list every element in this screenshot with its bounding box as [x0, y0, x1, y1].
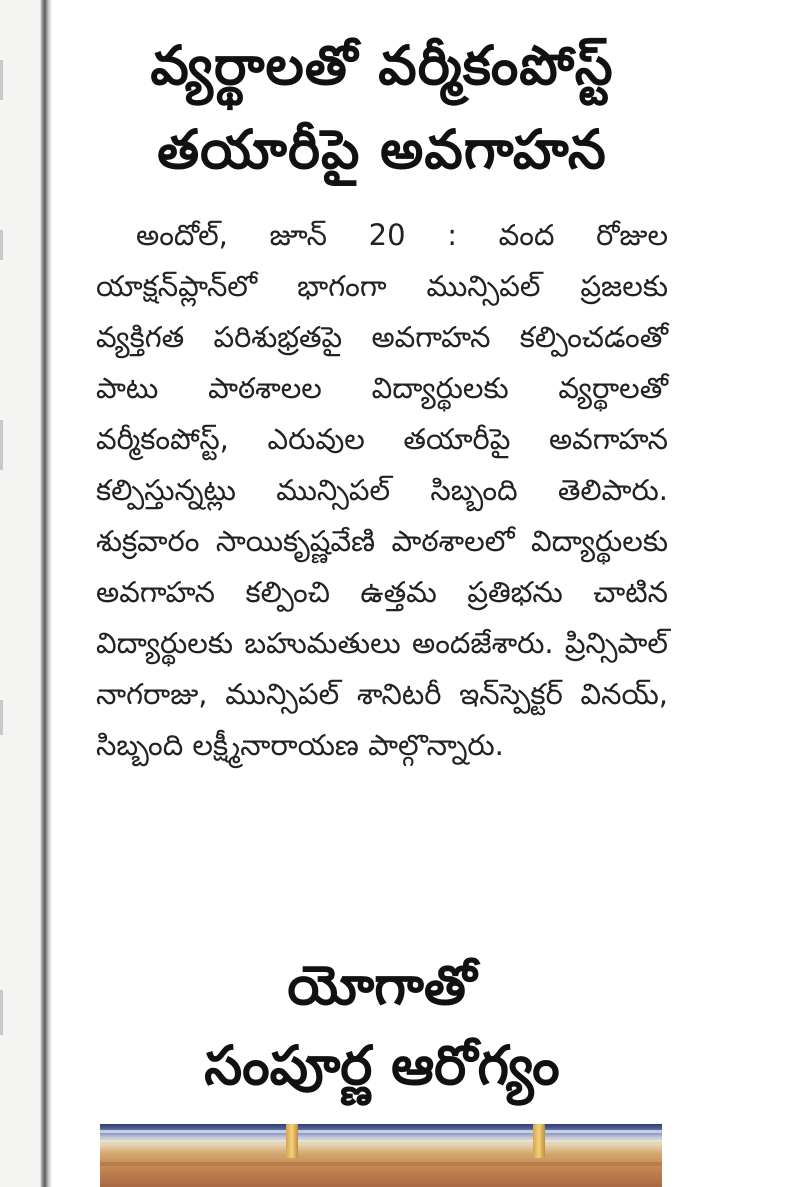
- next-headline-line-1: యోగాతో: [287, 954, 477, 1017]
- margin-mark: [0, 230, 3, 260]
- photo-stripe: [100, 1130, 662, 1133]
- photo-stripe: [100, 1140, 662, 1142]
- margin-mark: [0, 420, 3, 470]
- news-article: [96, 24, 668, 771]
- next-headline-line-2: సంపూర్ణ ఆరోగ్యం: [204, 1034, 560, 1097]
- margin-mark: [0, 60, 3, 100]
- article-body: అందోల్‌, జూన్‌ 20 : వంద రోజుల యాక్షన్‌ప్లాన్‌లో భాగంగా మున్సిపల్‌ ప్రజలకు వ్యక్తిగత పరిశుభ్రతపై అవగాహన కల్పించడంతో పాటు పాఠశాలల విద్యార్థులకు వ్యర్థాలతో వర్మీకంపోస్ట్‌, ఎరువుల తయారీపై అవగాహన కల్పిస్తున్నట్లు మున్సిపల్‌ సిబ్బంది తెలిపారు. శుక్రవారం సాయికృష్ణవేణి పాఠశాలలో విద్యార్థులకు అవగాహన కల్పించి ఉత్తమ ప్రతిభను చాటిన విద్యార్థులకు బహుమతులు అందజేశారు. ప్రిన్సిపాల్‌ నాగరాజు, మున్సిపల్‌ శానిటరీ ఇన్‌స్పెక్టర్‌ వినయ్‌, సిబ్బంది లక్ష్మీనారాయణ పాల్గొన్నారు.: [96, 218, 668, 762]
- margin-mark: [0, 700, 3, 735]
- photo-post: [286, 1124, 298, 1158]
- headline-line-2: తయారీపై అవగాహన: [157, 118, 607, 181]
- page-margin-rule: [0, 0, 52, 1187]
- photo-stripe: [100, 1162, 662, 1166]
- margin-mark: [0, 990, 3, 1035]
- headline-line-1: వ్యర్థాలతో వర్మీకంపోస్ట్‌: [150, 34, 614, 97]
- next-headline-block: [96, 946, 668, 1106]
- article-headline: [96, 24, 668, 192]
- photo-post: [533, 1124, 545, 1158]
- next-article-headline: [96, 946, 668, 1106]
- article-photo: [100, 1124, 662, 1187]
